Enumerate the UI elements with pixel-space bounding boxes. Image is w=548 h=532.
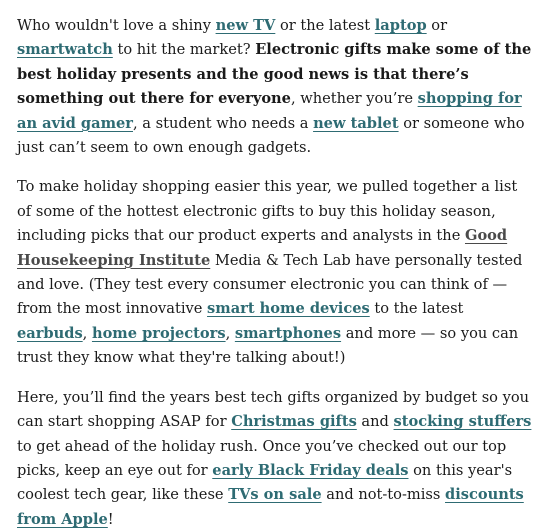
link-home-projectors[interactable]: home projectors — [91, 324, 226, 342]
link-smartwatch[interactable]: smartwatch — [17, 41, 113, 59]
text-segment: , whether you’re — [290, 90, 418, 108]
link-black-friday-deals[interactable]: early Black Friday deals — [212, 461, 409, 479]
text-segment: , — [82, 324, 92, 342]
link-tvs-on-sale[interactable]: TVs on sale — [228, 486, 322, 504]
text-segment: and — [356, 413, 394, 431]
link-gamer-gifts[interactable]: shopping for an avid gamer — [17, 90, 522, 132]
link-new-tablet[interactable]: new tablet — [313, 114, 399, 132]
link-smart-home-devices[interactable]: smart home devices — [207, 300, 370, 318]
text-segment: , a student who needs a — [133, 114, 314, 132]
link-stocking-stuffers[interactable]: stocking stuffers — [393, 413, 532, 431]
text-segment: and more — so you can trust they know what they're talking about!) — [17, 324, 519, 367]
link-new-tv[interactable]: new TV — [215, 17, 276, 34]
intro-paragraph — [17, 14, 532, 160]
text-segment: Here, you’ll find the years best tech gifts organized by budget so you can start shopping ASAP for — [17, 388, 530, 431]
text-segment: Media & Tech Lab have personally tested and love. (They test every consumer electronic you can think of — from the most innovative — [17, 251, 523, 318]
text-segment: on this year's coolest tech gear, like these — [17, 461, 513, 504]
text-segment: ! — [107, 510, 114, 528]
link-christmas-gifts[interactable]: Christmas gifts — [231, 413, 357, 431]
lab-paragraph — [17, 175, 532, 370]
text-segment: to get ahead of the holiday rush. Once you’ve checked out our top picks, keep an eye out for — [17, 437, 507, 479]
bold-highlight: Electronic gifts make some of the best holiday presents and the good news is that there’s something out there for everyone — [17, 41, 532, 108]
text-segment: or the latest — [275, 17, 375, 34]
text-segment: Who wouldn't love a shiny — [17, 17, 216, 34]
link-laptop[interactable]: laptop — [374, 17, 427, 34]
text-segment: and not-to-miss — [321, 486, 446, 504]
budget-paragraph — [17, 386, 532, 532]
text-segment: or someone who just can’t seem to own enough gadgets. — [17, 114, 525, 157]
link-earbuds[interactable]: earbuds — [17, 324, 83, 342]
text-segment: To make holiday shopping easier this year, we pulled together a list of some of the hottest electronic gifts to buy this holiday season, including picks that our product experts and analysts in the — [17, 178, 518, 245]
text-segment: , — [225, 324, 235, 342]
link-smartphones[interactable]: smartphones — [234, 324, 342, 342]
link-gh-institute[interactable]: Good Housekeeping Institute — [17, 227, 508, 269]
text-segment: to the latest — [369, 300, 464, 318]
text-segment: to hit the market? — [112, 41, 256, 59]
text-segment: or — [426, 17, 448, 34]
link-apple-discounts[interactable]: discounts from Apple — [17, 486, 524, 528]
